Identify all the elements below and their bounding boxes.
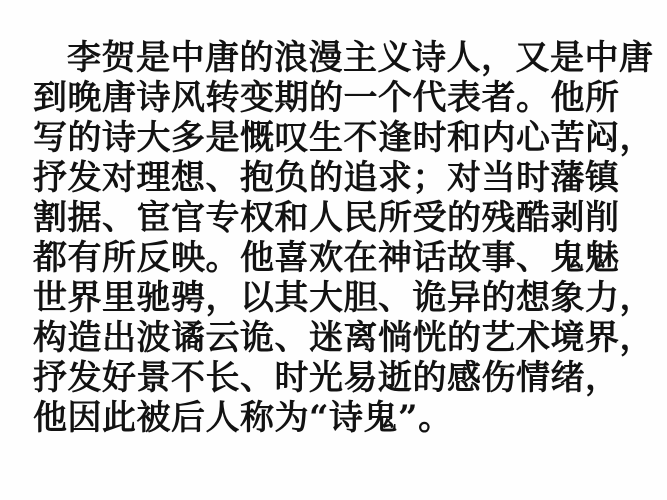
text-line: 写的诗大多是慨叹生不逢时和内心苦闷， <box>33 118 654 158</box>
text-line: 世界里驰骋，以其大胆、诡异的想象力， <box>33 278 654 318</box>
text-line: 抒发好景不长、时光易逝的感伤情绪， <box>33 358 620 398</box>
text-line: 构造出波谲云诡、迷离惝恍的艺术境界， <box>33 318 654 358</box>
paragraph <box>33 38 654 438</box>
text-line: 他因此被后人称为“诗鬼”。 <box>33 398 453 438</box>
text-line: 割据、宦官专权和人民所受的残酷剥削 <box>33 198 620 238</box>
text-line: 抒发对理想、抱负的追求；对当时藩镇 <box>33 158 620 198</box>
text-line: 李贺是中唐的浪漫主义诗人，又是中唐 <box>67 38 654 78</box>
text-line: 到晚唐诗风转变期的一个代表者。他所 <box>33 78 620 118</box>
text-line: 都有所反映。他喜欢在神话故事、鬼魅 <box>33 238 620 278</box>
